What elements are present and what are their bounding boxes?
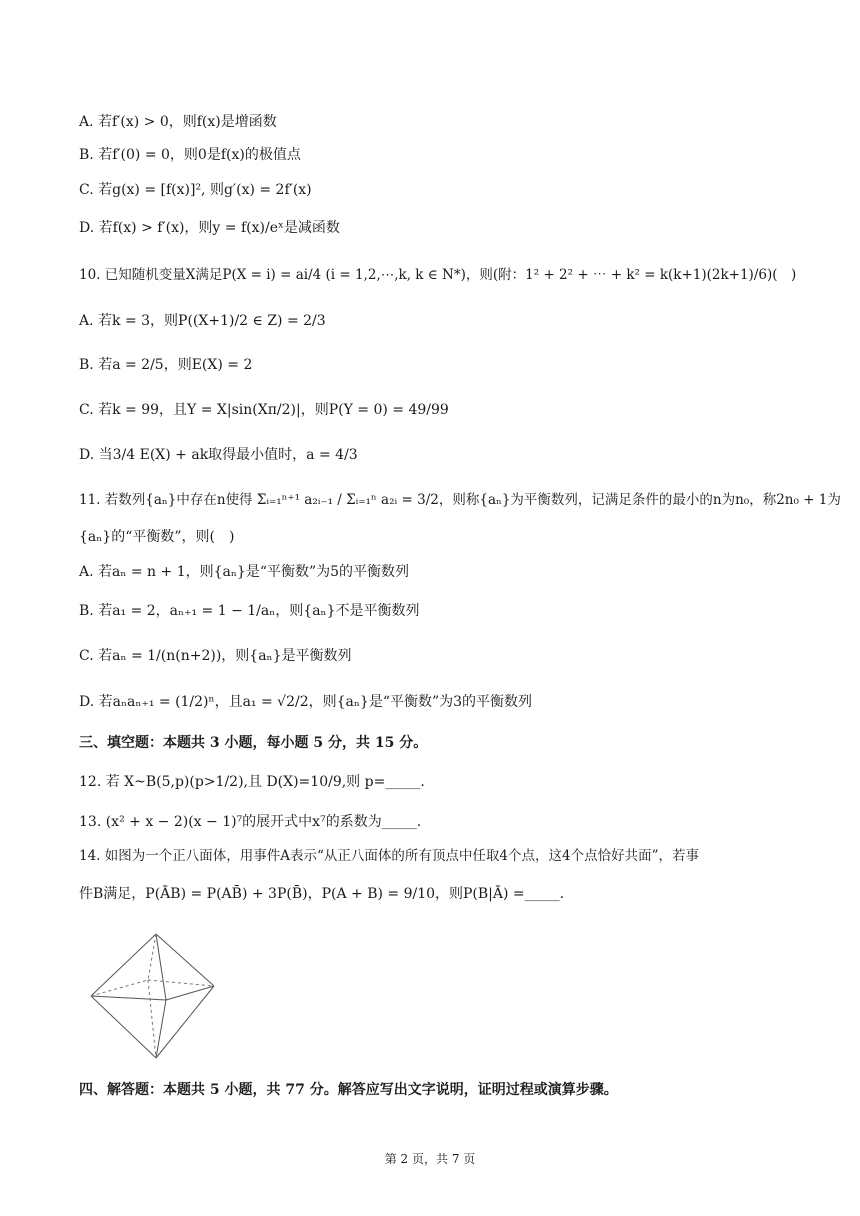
edge [156, 1000, 166, 1058]
q9-option-b: B. 若f′(0) = 0，则0是f(x)的极值点 [79, 147, 301, 163]
hidden-edge [148, 980, 214, 986]
edge [156, 934, 214, 986]
q14-line1: 14. 如图为一个正八面体，用事件A表示“从正八面体的所有顶点中任取4个点，这4个点恰好共面”，若事 [79, 848, 699, 864]
q14-line2: 件B满足，P(ĀB) = P(AB̄) + 3P(B̄)，P(A + B) = 9/10，则P(B|Ā) =_____. [79, 886, 565, 902]
edge [166, 986, 214, 1000]
q12: 12. 若 X~B(5,p)(p>1/2),且 D(X)=10/9,则 p=_____. [79, 774, 425, 790]
edge [91, 996, 156, 1058]
q11-option-a: A. 若aₙ = n + 1，则{aₙ}是“平衡数”为5的平衡数列 [79, 564, 410, 580]
q9-option-a: A. 若f′(x) > 0，则f(x)是增函数 [79, 114, 277, 130]
q11-stem-line2: {aₙ}的“平衡数”，则( ) [79, 529, 235, 545]
q10-option-d: D. 当3/4 E(X) + ak取得最小值时，a = 4/3 [79, 447, 358, 463]
q13: 13. (x² + x − 2)(x − 1)⁷的展开式中x⁷的系数为_____. [79, 814, 422, 830]
q10-option-a: A. 若k = 3，则P((X+1)/2 ∈ Z) = 2/3 [79, 313, 326, 329]
section3-heading: 三、填空题：本题共 3 小题，每小题 5 分，共 15 分。 [79, 735, 428, 751]
q9-option-d: D. 若f(x) > f′(x)，则y = f(x)/eˣ是减函数 [79, 220, 340, 236]
edge [91, 996, 166, 1000]
q11-option-c: C. 若aₙ = 1/(n(n+2))，则{aₙ}是平衡数列 [79, 648, 352, 664]
q10-option-b: B. 若a = 2/5，则E(X) = 2 [79, 357, 253, 373]
q11-stem-line1: 11. 若数列{aₙ}中存在n使得 Σᵢ₌₁ⁿ⁺¹ a₂ᵢ₋₁ / Σᵢ₌₁ⁿ a₂ᵢ = 3/2，则称{aₙ}为平衡数列，记满足条件的最小的n为n₀，称2n₀ + 1为 [79, 492, 841, 508]
edge [91, 934, 156, 996]
q10-stem: 10. 已知随机变量X满足P(X = i) = ai/4 (i = 1,2,⋯,k, k ∈ N*)，则(附：1² + 2² + ⋯ + k² = k(k+1)(2k+1)/6)( ) [79, 267, 797, 283]
edge [156, 986, 214, 1058]
q11-option-d: D. 若aₙaₙ₊₁ = (1/2)ⁿ，且a₁ = √2/2，则{aₙ}是“平衡数”为3的平衡数列 [79, 694, 533, 710]
section4-heading: 四、解答题：本题共 5 小题，共 77 分。解答应写出文字说明，证明过程或演算步骤。 [79, 1082, 618, 1098]
octahedron-figure [86, 930, 220, 1062]
q9-option-c: C. 若g(x) = [f(x)]², 则g′(x) = 2f′(x) [79, 182, 312, 198]
page-footer: 第 2 页，共 7 页 [384, 1152, 476, 1166]
hidden-edge [148, 980, 156, 1058]
q11-option-b: B. 若a₁ = 2，aₙ₊₁ = 1 − 1/aₙ，则{aₙ}不是平衡数列 [79, 603, 420, 619]
edge [156, 934, 166, 1000]
q10-option-c: C. 若k = 99，且Y = X|sin(Xπ/2)|，则P(Y = 0) = 49/99 [79, 402, 449, 418]
